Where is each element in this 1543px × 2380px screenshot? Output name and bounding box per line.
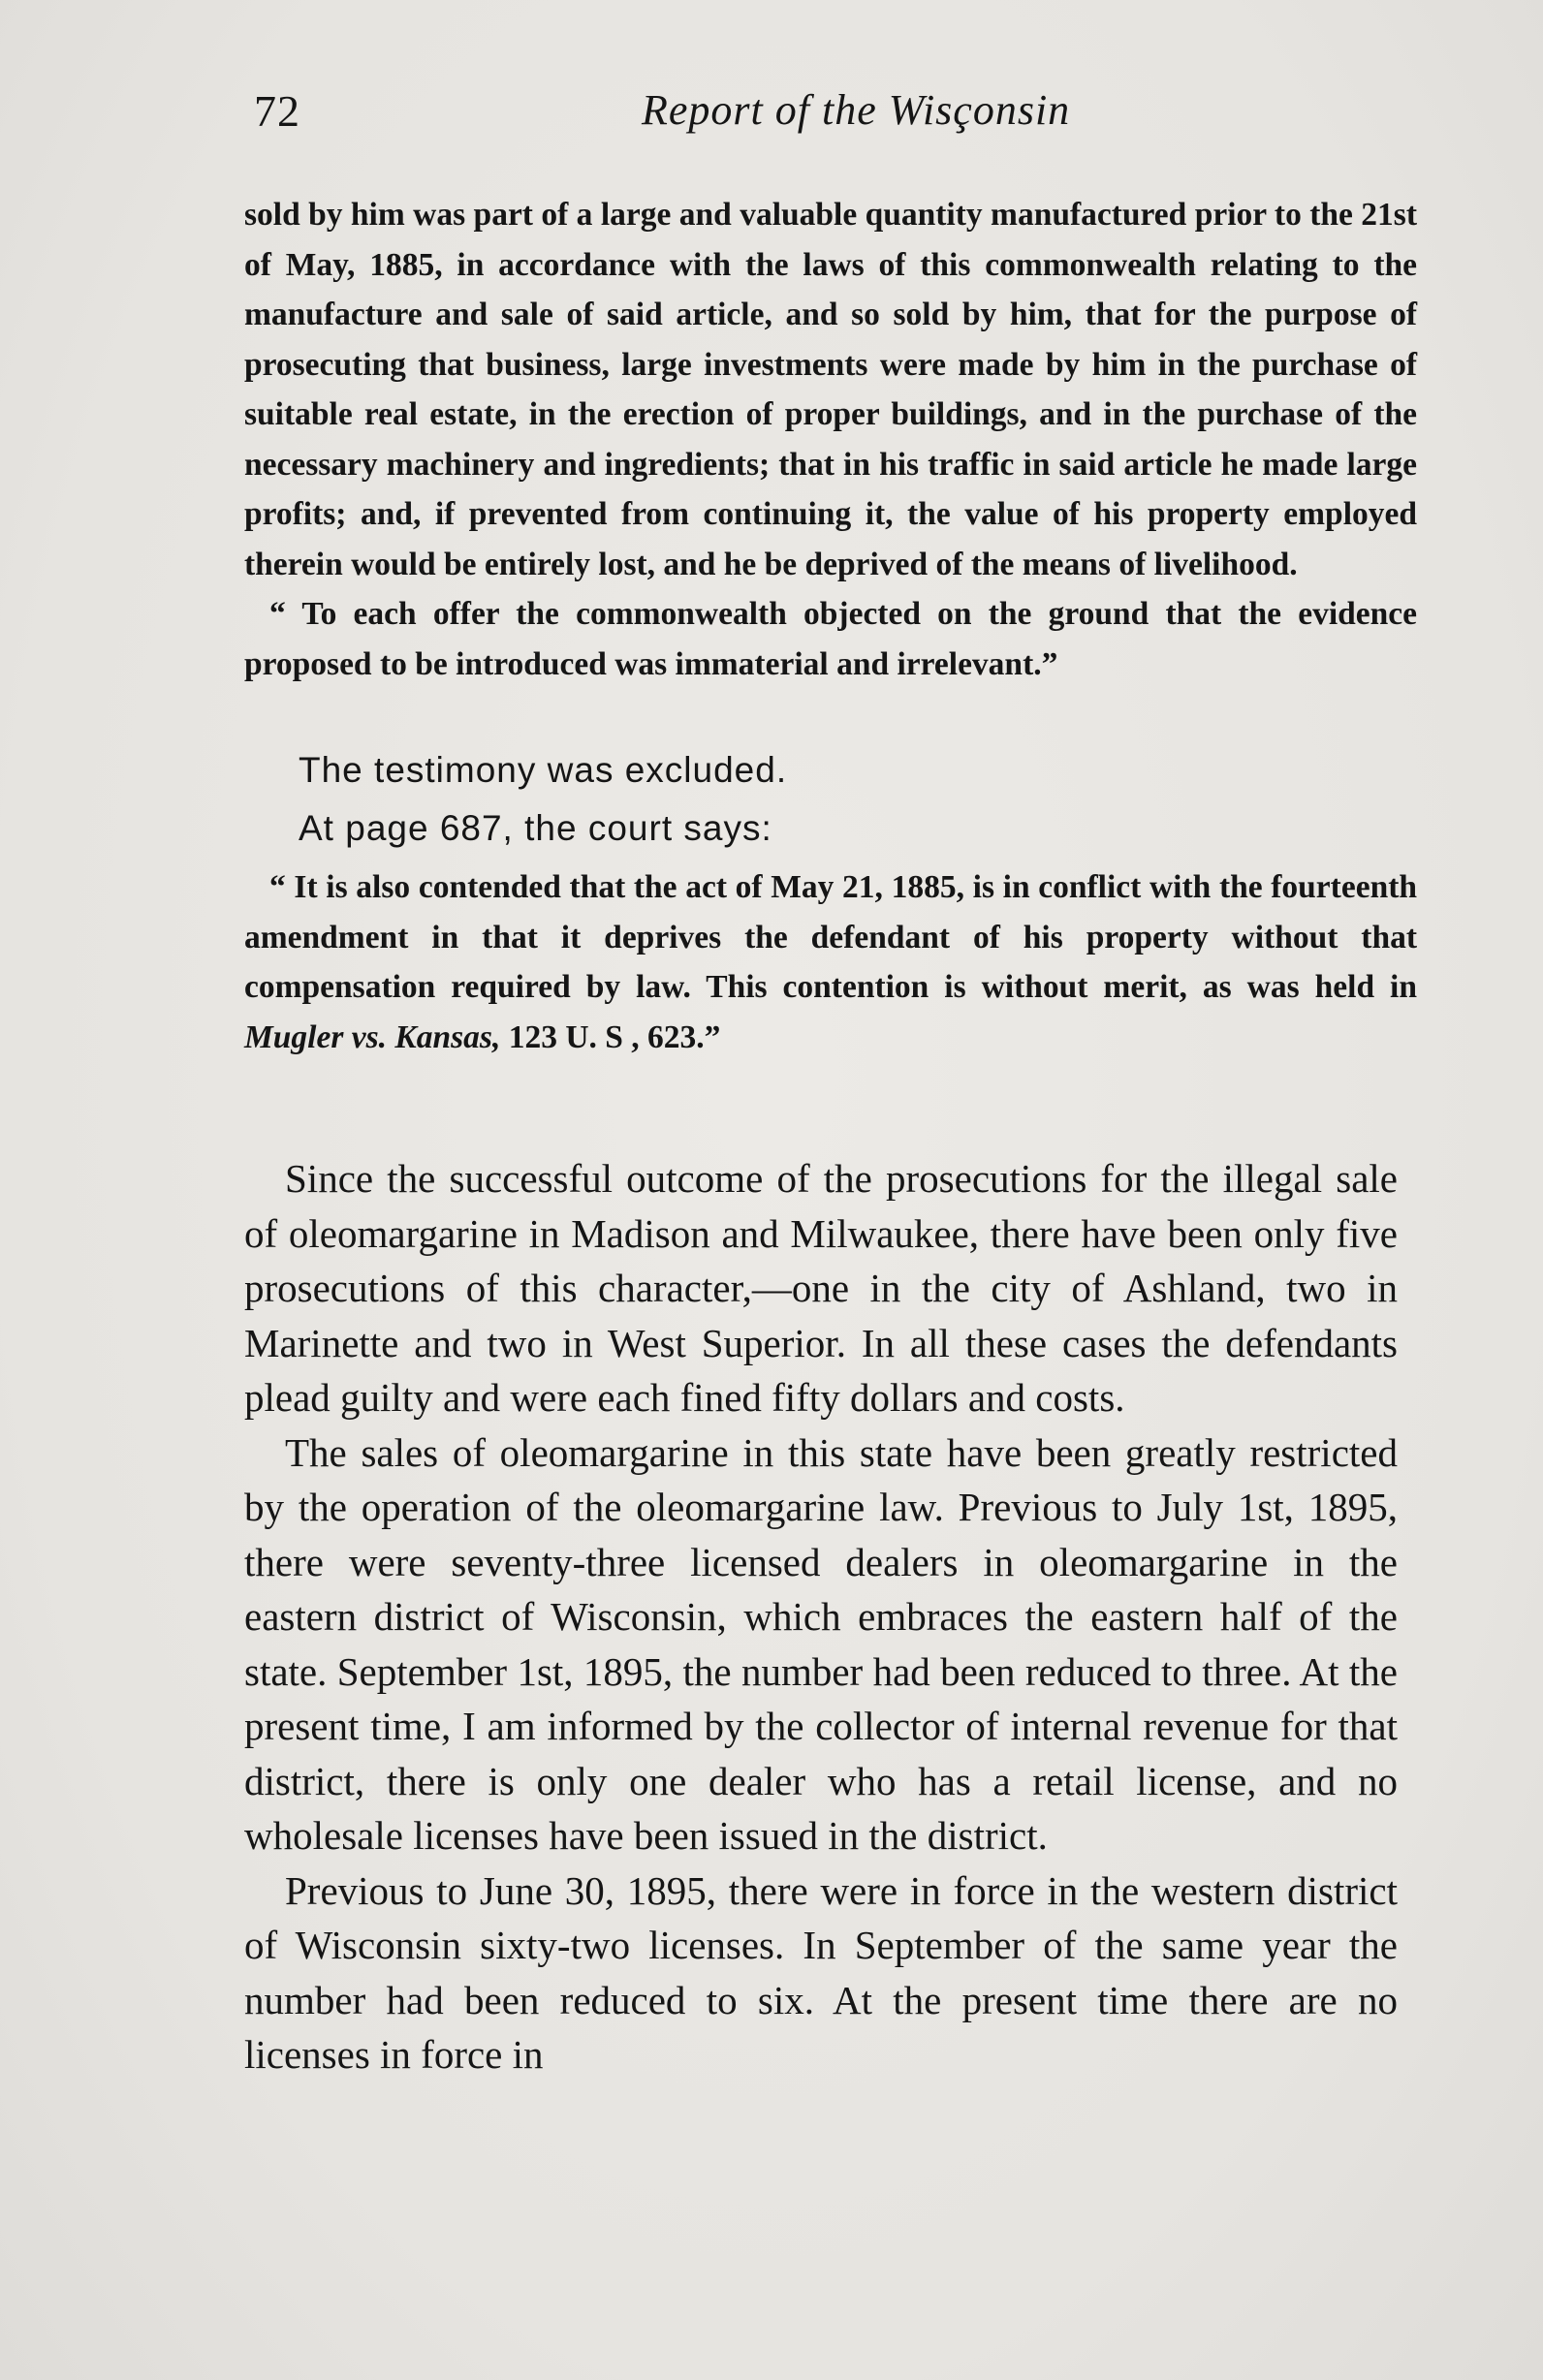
page-header — [254, 85, 1398, 143]
running-head: Report of the Wisçonsin — [642, 86, 1071, 134]
testimony-line: The testimony was excluded. — [299, 750, 788, 790]
quote-paragraph: “ To each offer the commonwealth objected on the ground that the evidence proposed to be introduced was immaterial and irrelevant.” — [244, 596, 1417, 682]
body-text — [244, 1151, 1398, 2082]
quote-paragraph: sold by him was part of a large and valuable quantity manufactured prior to the 21st of May, 1885, in accordance with the laws of this commonwealth relating to the manufacture and sale of said article, and so sold by him, that for the purpose of prosecuting that business, large investments were made by him in the purchase of suitable real estate, in the erection of proper buildings, and in the purchase of the necessary machinery and ingredients; that in his traffic in said article he made large profits; and, if prevented from continuing it, the value of his property employed therein would be entirely lost, and he be deprived of the means of livelihood. — [244, 197, 1417, 582]
quote-paragraph — [244, 862, 1417, 1062]
block-quote-2 — [244, 862, 1417, 1062]
quote-text: “ It is also contended that the act of May 21, 1885, is in conflict with the fourteenth amendment in that it deprives the defendant of his property without that compensation required by law. This contention is without merit, as was held in — [244, 869, 1417, 1005]
court-says-line: At page 687, the court says: — [299, 808, 772, 848]
body-paragraph: Previous to June 30, 1895, there were in force in the western district of Wisconsin sixty-two licenses. In September of the same year the number had been reduced to six. At the present time there are no licenses in force in — [244, 1867, 1398, 2077]
page-number: 72 — [254, 86, 300, 136]
citation: 123 U. S , 623.” — [500, 1018, 721, 1055]
body-paragraph: Since the successful outcome of the prosecutions for the illegal sale of oleomargarine in Madison and Milwaukee, there have been only five prosecutions of this character,—one in the city of Ashland, two in Marinette and two in West Superior. In all these cases the defendants plead guilty and were each fined fifty dollars and costs. — [244, 1156, 1398, 1420]
case-name: Mugler vs. Kansas, — [244, 1018, 501, 1055]
block-quote-1 — [244, 190, 1417, 689]
body-paragraph: The sales of oleomargarine in this state have been greatly restricted by the operation of the oleomargarine law. Previous to July 1st, 1895, there were seventy-three licensed dealers in oleomargarine in the eastern district of Wisconsin, which embraces the eastern half of the state. September 1st, 1895, the number had been reduced to three. At the present time, I am informed by the collector of internal revenue for that district, there is only one dealer who has a retail license, and no wholesale licenses have been issued in the district. — [244, 1429, 1398, 1858]
